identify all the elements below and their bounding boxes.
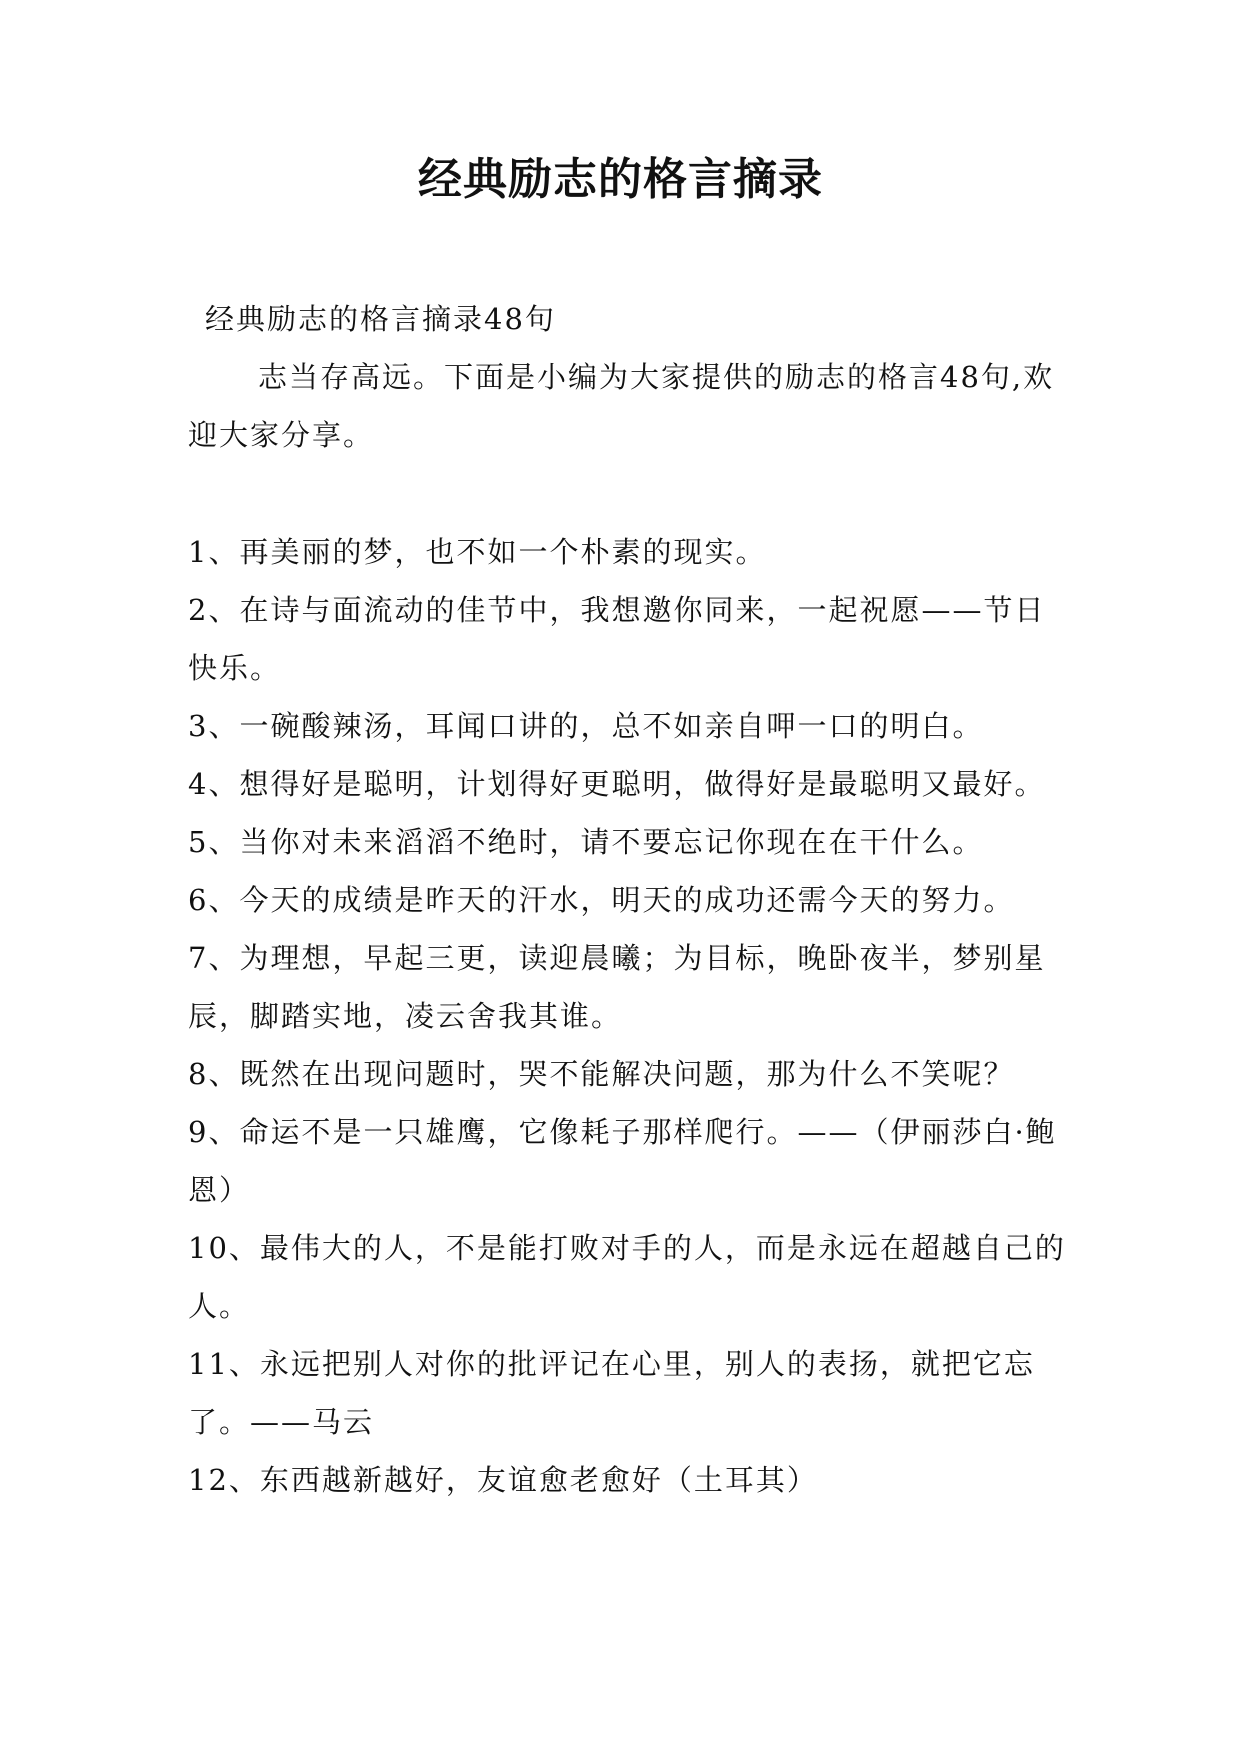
quote-item: 11、永远把别人对你的批评记在心里，别人的表扬，就把它忘了。——马云 [188, 1347, 1035, 1439]
quote-item: 12、东西越新越好，友谊愈老愈好（土耳其） [188, 1463, 818, 1497]
quote-item: 4、想得好是聪明，计划得好更聪明，做得好是最聪明又最好。 [188, 767, 1046, 801]
intro-paragraph: 志当存高远。下面是小编为大家提供的励志的格言48句,欢迎大家分享。 [188, 360, 1055, 452]
quote-item: 10、最伟大的人，不是能打败对手的人，而是永远在超越自己的人。 [188, 1231, 1066, 1323]
quote-item: 6、今天的成绩是昨天的汗水，明天的成功还需今天的努力。 [188, 883, 1015, 917]
quote-item: 9、命运不是一只雄鹰，它像耗子那样爬行。——（伊丽莎白·鲍恩） [188, 1115, 1057, 1207]
quote-item: 5、当你对未来滔滔不绝时，请不要忘记你现在在干什么。 [188, 825, 984, 859]
quote-item: 8、既然在出现问题时，哭不能解决问题，那为什么不笑呢？ [188, 1057, 1015, 1091]
quote-item: 1、再美丽的梦，也不如一个朴素的现实。 [188, 535, 767, 569]
quote-item: 2、在诗与面流动的佳节中，我想邀你同来，一起祝愿——节日快乐。 [188, 593, 1046, 685]
quote-item: 7、为理想，早起三更，读迎晨曦；为目标，晚卧夜半，梦别星辰，脚踏实地，凌云舍我其谁。 [188, 941, 1046, 1033]
document-subtitle: 经典励志的格言摘录48句 [205, 302, 556, 336]
quote-item: 3、一碗酸辣汤，耳闻口讲的，总不如亲自呷一口的明白。 [188, 709, 984, 743]
quote-list [188, 523, 1068, 1509]
document-title: 经典励志的格言摘录 [418, 154, 823, 205]
